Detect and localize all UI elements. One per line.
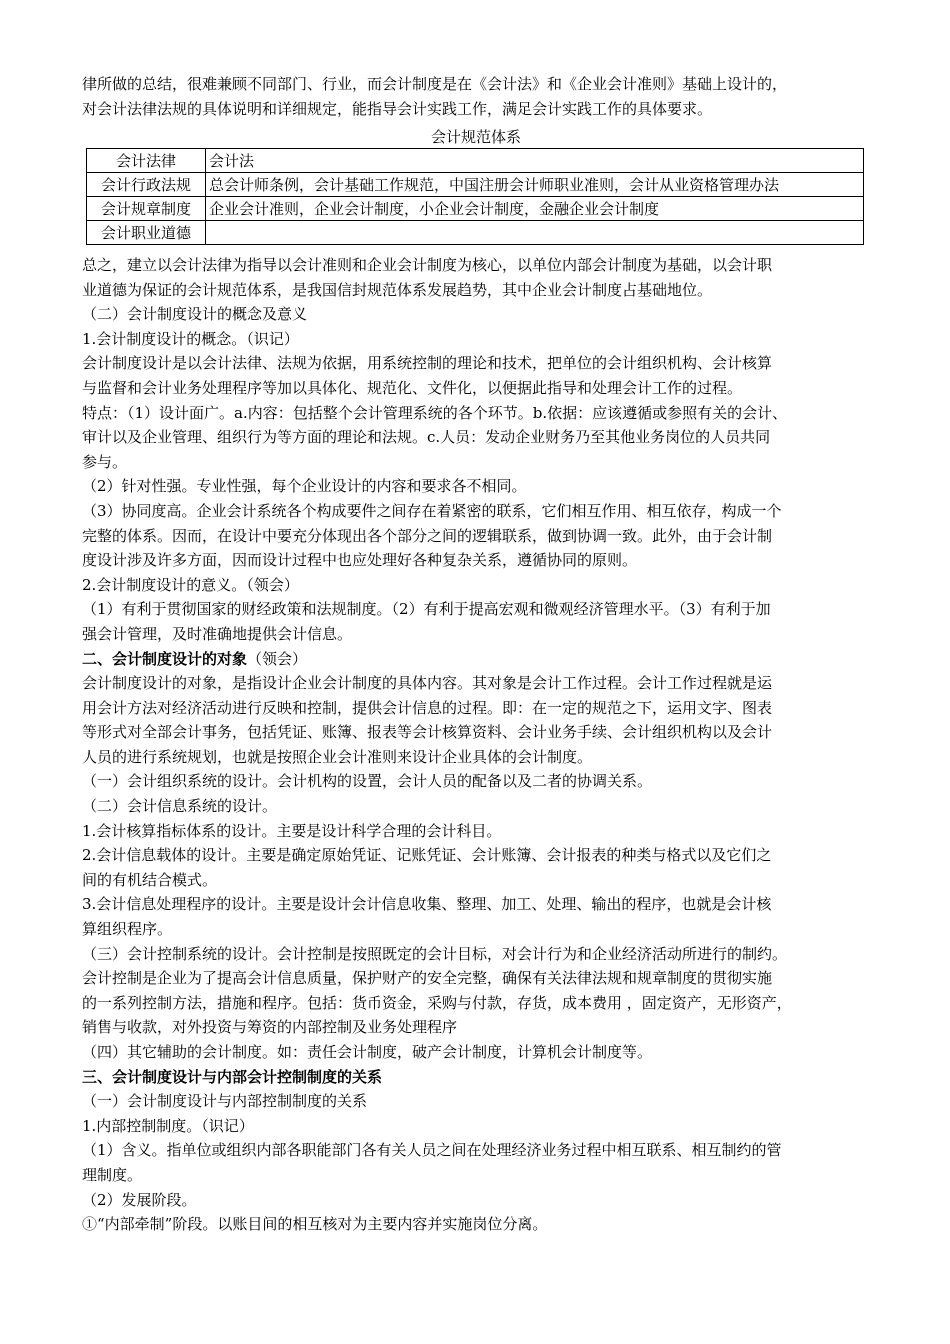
text-line: 用会计方法对经济活动进行反映和控制，提供会计信息的过程。即：在一定的规范之下，运用文字、图表	[82, 698, 773, 717]
table-caption: 会计规范体系	[430, 128, 521, 146]
text-line: 理制度。	[82, 1165, 143, 1184]
text-line: 人员的进行系统规划，也就是按照企业会计准则来设计企业具体的会计制度。	[82, 747, 593, 766]
text-line: （一）会计制度设计与内部控制制度的关系	[82, 1092, 368, 1111]
text-line: 与监督和会计业务处理程序等加以具体化、规范化、文件化，以便据此指导和处理会计工作的过程。	[82, 378, 743, 397]
table-cell-level: 会计职业道德	[87, 221, 206, 245]
table-row	[87, 173, 864, 197]
table-cell-content	[206, 221, 864, 245]
text-line: 2.会计制度设计的意义。（领会）	[82, 575, 299, 594]
section-heading-title: 二、会计制度设计的对象	[82, 649, 248, 668]
table-cell-content: 会计法	[206, 149, 864, 173]
table-cell-level: 会计行政法规	[87, 173, 206, 197]
text-line: （1）有利于贯彻国家的财经政策和法规制度。（2）有利于提高宏观和微观经济管理水平。（3）有利于加	[82, 600, 771, 619]
text-line: （三）会计控制系统的设计。会计控制是按照既定的会计目标，对会计行为和企业经济活动所进行的制约。	[82, 944, 788, 963]
text-line: （二）会计信息系统的设计。	[82, 797, 278, 816]
text-line: （2）发展阶段。	[82, 1190, 197, 1209]
text-line: 完整的体系。因而，在设计中要充分体现出各个部分之间的逻辑联系，做到协调一致。此外，由于会计制	[82, 526, 773, 545]
text-line: 参与。	[82, 452, 128, 471]
text-line: （3）协同度高。企业会计系统各个构成要件之间存在着紧密的联系，它们相互作用、相互依存，构成一个	[82, 501, 782, 520]
section-heading-note: （领会）	[247, 649, 308, 668]
text-line: 会计制度设计是以会计法律、法规为依据，用系统控制的理论和技术，把单位的会计组织机构、会计核算	[82, 354, 773, 373]
text-line: 会计制度设计的对象，是指设计企业会计制度的具体内容。其对象是会计工作过程。会计工作过程就是运	[82, 674, 773, 693]
text-line: 对会计法律法规的具体说明和详细规定，能指导会计实践工作，满足会计实践工作的具体要求。	[82, 99, 713, 118]
section-heading: 三、会计制度设计与内部会计控制制度的关系	[82, 1067, 383, 1086]
text-line: （1）含义。指单位或组织内部各职能部门各有关人员之间在处理经济业务过程中相互联系、相互制约的管	[82, 1141, 782, 1160]
text-line: 1.会计制度设计的概念。（识记）	[82, 329, 299, 348]
accounting-norms-table	[86, 148, 864, 245]
text-line: 特点：（1）设计面广。a.内容：包括整个会计管理系统的各个环节。b.依据：应该遵循或参照有关的会计、	[82, 403, 788, 422]
text-line: 2.会计信息载体的设计。主要是确定原始凭证、记账凭证、会计账簿、会计报表的种类与格式以及它们之	[82, 846, 772, 865]
text-line: 1.会计核算指标体系的设计。主要是设计科学合理的会计科目。	[82, 821, 502, 840]
text-line: （四）其它辅助的会计制度。如：责任会计制度，破产会计制度，计算机会计制度等。	[82, 1043, 653, 1061]
table-cell-content: 总会计师条例，会计基础工作规范，中国注册会计师职业准则，会计从业资格管理办法	[206, 173, 864, 197]
text-line: 算组织程序。	[82, 920, 173, 939]
table-cell-level: 会计规章制度	[87, 197, 206, 221]
text-line: 强会计管理，及时准确地提供会计信息。	[82, 624, 353, 643]
text-line: （一）会计组织系统的设计。会计机构的设置，会计人员的配备以及二者的协调关系。	[82, 772, 653, 791]
text-line: 等形式对全部会计事务，包括凭证、账簿、报表等会计核算资料、会计业务手续、会计组织机构以及会计	[82, 723, 773, 742]
body-text	[82, 253, 870, 1237]
section-heading	[82, 647, 870, 672]
table-row	[87, 197, 864, 221]
text-line: 1.内部控制制度。（识记）	[82, 1116, 254, 1135]
text-line: 会计控制是企业为了提高会计信息质量，保护财产的安全完整，确保有关法律法规和规章制度的贯彻实施	[82, 969, 773, 988]
text-line: 销售与收款，对外投资与筹资的内部控制及业务处理程序	[82, 1018, 458, 1037]
text-line: 审计以及企业管理、组织行为等方面的理论和法规。c.人员：发动企业财务乃至其他业务岗位的人员共同	[82, 428, 771, 447]
text-line: 总之，建立以会计法律为指导以会计准则和企业会计制度为核心，以单位内部会计制度为基础，以会计职	[82, 256, 773, 274]
table-row	[87, 149, 864, 173]
text-line: 业道德为保证的会计规范体系，是我国信封规范体系发展趋势，其中企业会计制度占基础地位。	[82, 280, 713, 299]
intro-paragraph	[82, 72, 870, 121]
text-line: 的一系列控制方法，措施和程序。包括：货币资金，采购与付款，存货，成本费用 ，固定资产，无形资产，	[82, 993, 792, 1012]
text-line: 3.会计信息处理程序的设计。主要是设计会计信息收集、整理、加工、处理、输出的程序，也就是会计核	[82, 895, 772, 914]
table-cell-content: 企业会计准则，企业会计制度，小企业会计制度，金融企业会计制度	[206, 197, 864, 221]
table-row	[87, 221, 864, 245]
text-line: 度设计涉及许多方面，因而设计过程中也应处理好各种复杂关系，遵循协同的原则。	[82, 551, 638, 570]
text-line: ①“内部牵制”阶段。以账目间的相互核对为主要内容并实施岗位分离。	[82, 1215, 548, 1234]
text-line: 间的有机结合模式。	[82, 870, 218, 889]
subsection-heading: （二）会计制度设计的概念及意义	[82, 305, 308, 324]
text-line: （2）针对性强。专业性强，每个企业设计的内容和要求各不相同。	[82, 477, 527, 496]
table-cell-level: 会计法律	[87, 149, 206, 173]
text-line: 律所做的总结，很难兼顾不同部门、行业，而会计制度是在《会计法》和《企业会计准则》基础上设计的，	[82, 75, 788, 93]
